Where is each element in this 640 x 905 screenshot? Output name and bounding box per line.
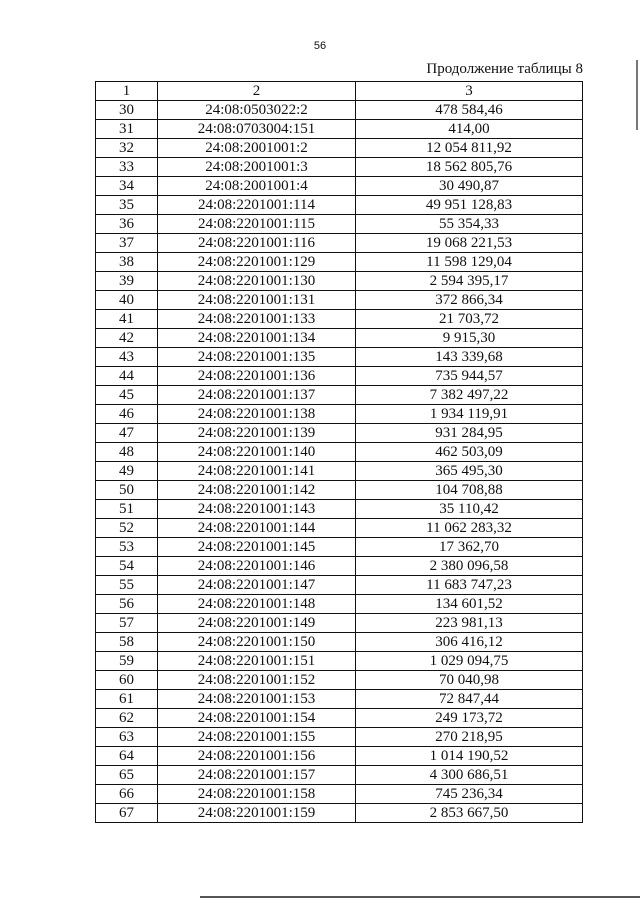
value-cell: 18 562 805,76 xyxy=(356,158,583,177)
header-cell-3: 3 xyxy=(356,82,583,101)
value-cell: 11 683 747,23 xyxy=(356,576,583,595)
table-row xyxy=(96,367,583,386)
value-cell: 478 584,46 xyxy=(356,101,583,120)
cadastral-number-cell: 24:08:2201001:116 xyxy=(158,234,356,253)
value-cell: 9 915,30 xyxy=(356,329,583,348)
table-row xyxy=(96,158,583,177)
row-number-cell: 50 xyxy=(96,481,158,500)
value-cell: 104 708,88 xyxy=(356,481,583,500)
table-row xyxy=(96,329,583,348)
page-number: 56 xyxy=(313,40,327,52)
table-row xyxy=(96,215,583,234)
row-number-cell: 61 xyxy=(96,690,158,709)
cadastral-number-cell: 24:08:2201001:145 xyxy=(158,538,356,557)
table-row xyxy=(96,405,583,424)
table-row xyxy=(96,595,583,614)
value-cell: 143 339,68 xyxy=(356,348,583,367)
cadastral-number-cell: 24:08:2201001:144 xyxy=(158,519,356,538)
row-number-cell: 59 xyxy=(96,652,158,671)
value-cell: 306 416,12 xyxy=(356,633,583,652)
cadastral-number-cell: 24:08:2201001:152 xyxy=(158,671,356,690)
value-cell: 735 944,57 xyxy=(356,367,583,386)
row-number-cell: 52 xyxy=(96,519,158,538)
table-row xyxy=(96,101,583,120)
table-row xyxy=(96,557,583,576)
cadastral-number-cell: 24:08:2201001:115 xyxy=(158,215,356,234)
row-number-cell: 57 xyxy=(96,614,158,633)
value-cell: 462 503,09 xyxy=(356,443,583,462)
value-cell: 19 068 221,53 xyxy=(356,234,583,253)
value-cell: 134 601,52 xyxy=(356,595,583,614)
row-number-cell: 40 xyxy=(96,291,158,310)
table-row xyxy=(96,652,583,671)
cadastral-number-cell: 24:08:2001001:2 xyxy=(158,139,356,158)
table-row xyxy=(96,120,583,139)
cadastral-number-cell: 24:08:2201001:138 xyxy=(158,405,356,424)
cadastral-number-cell: 24:08:2201001:141 xyxy=(158,462,356,481)
row-number-cell: 45 xyxy=(96,386,158,405)
table-row xyxy=(96,291,583,310)
cadastral-number-cell: 24:08:2001001:4 xyxy=(158,177,356,196)
table-container xyxy=(95,81,582,823)
cadastral-number-cell: 24:08:2201001:155 xyxy=(158,728,356,747)
header-cell-2: 2 xyxy=(158,82,356,101)
row-number-cell: 66 xyxy=(96,785,158,804)
cadastral-number-cell: 24:08:2201001:150 xyxy=(158,633,356,652)
table-row xyxy=(96,671,583,690)
cadastral-number-cell: 24:08:2201001:139 xyxy=(158,424,356,443)
value-cell: 55 354,33 xyxy=(356,215,583,234)
cadastral-number-cell: 24:08:2201001:158 xyxy=(158,785,356,804)
scan-edge-mark xyxy=(636,60,638,130)
row-number-cell: 46 xyxy=(96,405,158,424)
cadastral-number-cell: 24:08:2201001:154 xyxy=(158,709,356,728)
row-number-cell: 55 xyxy=(96,576,158,595)
table-row xyxy=(96,443,583,462)
table-row xyxy=(96,766,583,785)
row-number-cell: 53 xyxy=(96,538,158,557)
value-cell: 2 594 395,17 xyxy=(356,272,583,291)
value-cell: 35 110,42 xyxy=(356,500,583,519)
cadastral-number-cell: 24:08:2201001:143 xyxy=(158,500,356,519)
table-row xyxy=(96,462,583,481)
table-row xyxy=(96,500,583,519)
value-cell: 2 853 667,50 xyxy=(356,804,583,823)
row-number-cell: 39 xyxy=(96,272,158,291)
table-row xyxy=(96,614,583,633)
table-row xyxy=(96,785,583,804)
row-number-cell: 67 xyxy=(96,804,158,823)
table-header-row xyxy=(96,82,583,101)
value-cell: 414,00 xyxy=(356,120,583,139)
table-row xyxy=(96,576,583,595)
value-cell: 931 284,95 xyxy=(356,424,583,443)
row-number-cell: 63 xyxy=(96,728,158,747)
row-number-cell: 37 xyxy=(96,234,158,253)
cadastral-number-cell: 24:08:2201001:156 xyxy=(158,747,356,766)
table-body xyxy=(96,82,583,823)
row-number-cell: 41 xyxy=(96,310,158,329)
value-cell: 17 362,70 xyxy=(356,538,583,557)
row-number-cell: 32 xyxy=(96,139,158,158)
table-row xyxy=(96,804,583,823)
value-cell: 70 040,98 xyxy=(356,671,583,690)
cadastral-number-cell: 24:08:2201001:136 xyxy=(158,367,356,386)
row-number-cell: 36 xyxy=(96,215,158,234)
value-cell: 11 598 129,04 xyxy=(356,253,583,272)
table-row xyxy=(96,424,583,443)
value-cell: 1 934 119,91 xyxy=(356,405,583,424)
value-cell: 2 380 096,58 xyxy=(356,557,583,576)
value-cell: 49 951 128,83 xyxy=(356,196,583,215)
row-number-cell: 51 xyxy=(96,500,158,519)
table-row xyxy=(96,348,583,367)
row-number-cell: 30 xyxy=(96,101,158,120)
cadastral-number-cell: 24:08:2001001:3 xyxy=(158,158,356,177)
value-cell: 11 062 283,32 xyxy=(356,519,583,538)
cadastral-number-cell: 24:08:2201001:114 xyxy=(158,196,356,215)
table-row xyxy=(96,728,583,747)
value-cell: 72 847,44 xyxy=(356,690,583,709)
cadastral-number-cell: 24:08:2201001:148 xyxy=(158,595,356,614)
table-row xyxy=(96,538,583,557)
scan-bottom-line xyxy=(200,896,640,898)
row-number-cell: 48 xyxy=(96,443,158,462)
value-cell: 249 173,72 xyxy=(356,709,583,728)
cadastral-number-cell: 24:08:2201001:130 xyxy=(158,272,356,291)
row-number-cell: 43 xyxy=(96,348,158,367)
table-row xyxy=(96,234,583,253)
table-row xyxy=(96,177,583,196)
table-row xyxy=(96,139,583,158)
table-row xyxy=(96,709,583,728)
row-number-cell: 58 xyxy=(96,633,158,652)
table-row xyxy=(96,196,583,215)
row-number-cell: 47 xyxy=(96,424,158,443)
value-cell: 30 490,87 xyxy=(356,177,583,196)
cadastral-number-cell: 24:08:2201001:149 xyxy=(158,614,356,633)
table-row xyxy=(96,310,583,329)
cadastral-number-cell: 24:08:2201001:133 xyxy=(158,310,356,329)
row-number-cell: 33 xyxy=(96,158,158,177)
table-row xyxy=(96,481,583,500)
cadastral-number-cell: 24:08:0503022:2 xyxy=(158,101,356,120)
table-continuation-caption: Продолжение таблицы 8 xyxy=(426,61,583,77)
cadastral-number-cell: 24:08:2201001:157 xyxy=(158,766,356,785)
value-cell: 12 054 811,92 xyxy=(356,139,583,158)
value-cell: 365 495,30 xyxy=(356,462,583,481)
cadastral-number-cell: 24:08:2201001:131 xyxy=(158,291,356,310)
table-row xyxy=(96,747,583,766)
table-row xyxy=(96,386,583,405)
value-cell: 745 236,34 xyxy=(356,785,583,804)
row-number-cell: 35 xyxy=(96,196,158,215)
row-number-cell: 31 xyxy=(96,120,158,139)
cadastral-number-cell: 24:08:2201001:147 xyxy=(158,576,356,595)
row-number-cell: 34 xyxy=(96,177,158,196)
cadastral-number-cell: 24:08:2201001:153 xyxy=(158,690,356,709)
cadastral-number-cell: 24:08:2201001:137 xyxy=(158,386,356,405)
data-table xyxy=(95,81,583,823)
cadastral-number-cell: 24:08:0703004:151 xyxy=(158,120,356,139)
table-row xyxy=(96,272,583,291)
row-number-cell: 54 xyxy=(96,557,158,576)
value-cell: 4 300 686,51 xyxy=(356,766,583,785)
row-number-cell: 49 xyxy=(96,462,158,481)
value-cell: 1 014 190,52 xyxy=(356,747,583,766)
value-cell: 1 029 094,75 xyxy=(356,652,583,671)
header-cell-1: 1 xyxy=(96,82,158,101)
row-number-cell: 44 xyxy=(96,367,158,386)
value-cell: 270 218,95 xyxy=(356,728,583,747)
row-number-cell: 42 xyxy=(96,329,158,348)
cadastral-number-cell: 24:08:2201001:142 xyxy=(158,481,356,500)
value-cell: 7 382 497,22 xyxy=(356,386,583,405)
row-number-cell: 64 xyxy=(96,747,158,766)
value-cell: 21 703,72 xyxy=(356,310,583,329)
table-row xyxy=(96,690,583,709)
cadastral-number-cell: 24:08:2201001:129 xyxy=(158,253,356,272)
cadastral-number-cell: 24:08:2201001:159 xyxy=(158,804,356,823)
table-row xyxy=(96,253,583,272)
row-number-cell: 65 xyxy=(96,766,158,785)
table-row xyxy=(96,633,583,652)
cadastral-number-cell: 24:08:2201001:135 xyxy=(158,348,356,367)
row-number-cell: 38 xyxy=(96,253,158,272)
row-number-cell: 56 xyxy=(96,595,158,614)
cadastral-number-cell: 24:08:2201001:146 xyxy=(158,557,356,576)
value-cell: 372 866,34 xyxy=(356,291,583,310)
row-number-cell: 60 xyxy=(96,671,158,690)
cadastral-number-cell: 24:08:2201001:151 xyxy=(158,652,356,671)
value-cell: 223 981,13 xyxy=(356,614,583,633)
cadastral-number-cell: 24:08:2201001:140 xyxy=(158,443,356,462)
cadastral-number-cell: 24:08:2201001:134 xyxy=(158,329,356,348)
table-row xyxy=(96,519,583,538)
row-number-cell: 62 xyxy=(96,709,158,728)
